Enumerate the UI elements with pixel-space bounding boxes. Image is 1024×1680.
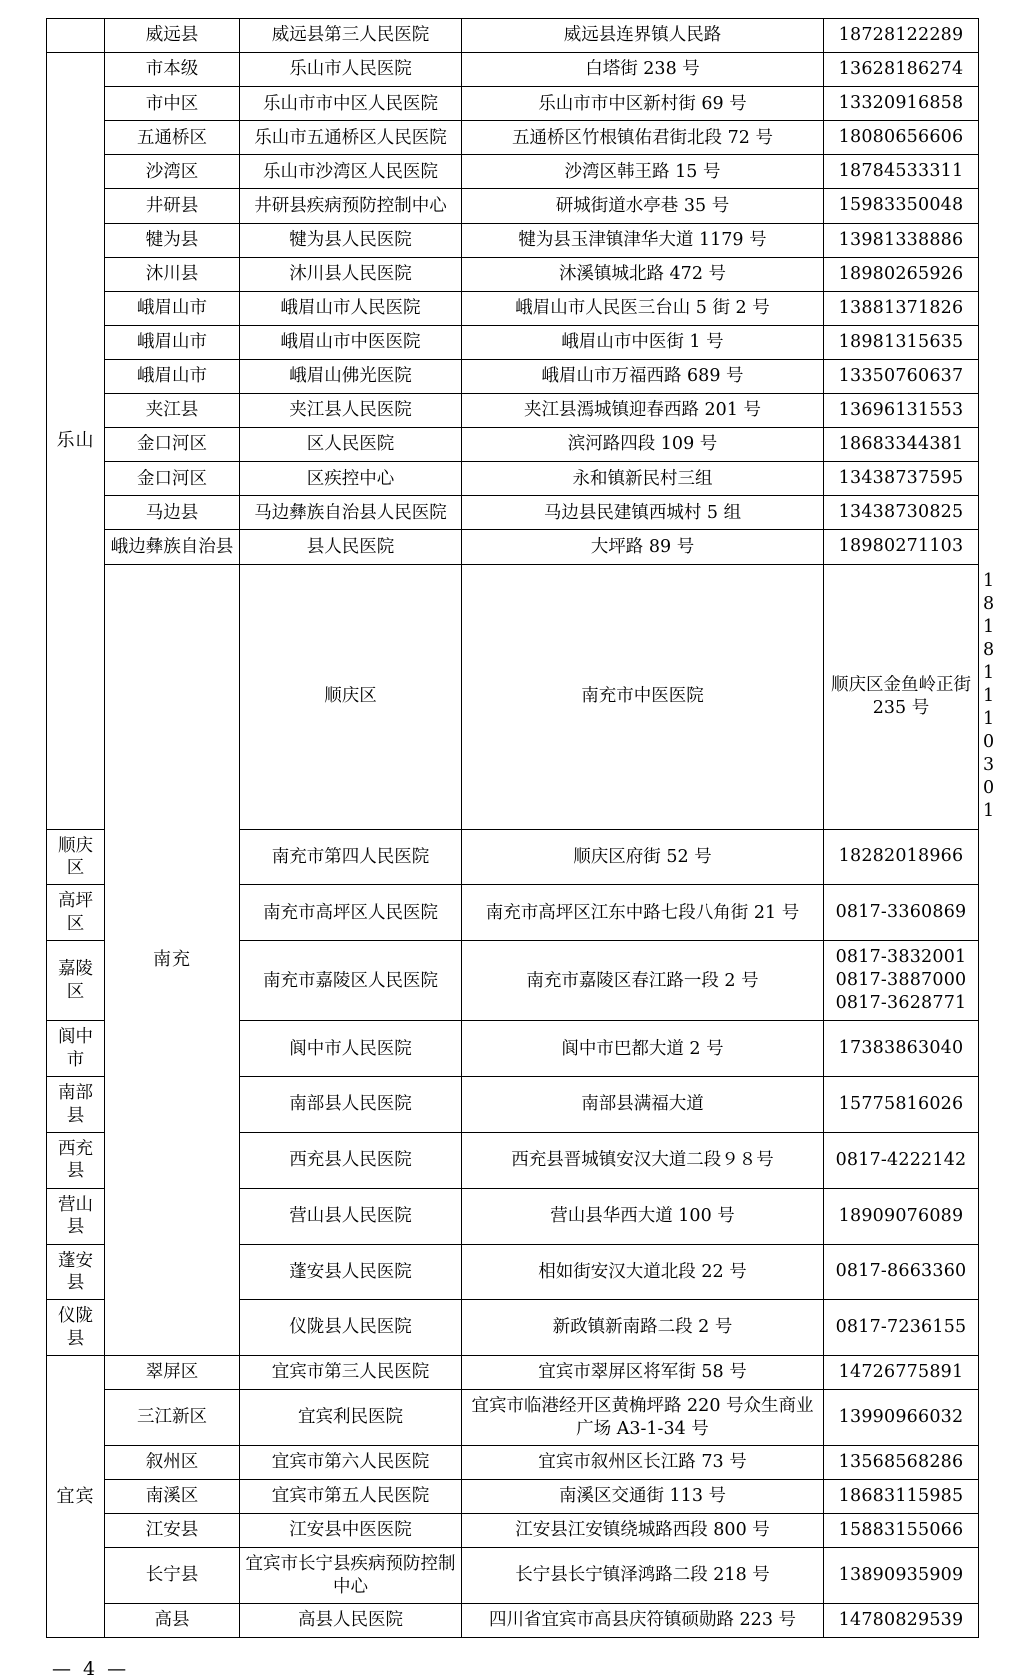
district-cell: 南部县 <box>47 1077 105 1133</box>
address-cell: 四川省宜宾市高县庆符镇硕勋路 223 号 <box>462 1604 824 1638</box>
district-cell: 高坪区 <box>47 885 105 941</box>
medical-institution-table <box>46 18 995 1638</box>
address-cell: 顺庆区金鱼岭正街 235 号 <box>824 564 979 829</box>
address-cell: 长宁县长宁镇泽鸿路二段 218 号 <box>462 1548 824 1604</box>
table-row <box>47 1548 979 1604</box>
phone-number: 18683344381 <box>838 434 964 455</box>
district-cell: 市本级 <box>105 53 240 87</box>
address-cell: 营山县华西大道 100 号 <box>462 1188 824 1244</box>
phone-cell <box>824 325 979 359</box>
institution-cell: 犍为县人民医院 <box>240 223 462 257</box>
district-cell: 三江新区 <box>105 1390 240 1446</box>
phone-cell <box>824 1132 979 1188</box>
phone-number: 13628186274 <box>838 59 964 80</box>
phone-cell <box>824 1390 979 1446</box>
table-row <box>47 1514 979 1548</box>
district-cell: 威远县 <box>105 19 240 53</box>
address-cell: 相如街安汉大道北段 22 号 <box>462 1244 824 1300</box>
institution-cell: 峨眉山市人民医院 <box>240 291 462 325</box>
district-cell: 顺庆区 <box>47 829 105 885</box>
table-row <box>47 462 979 496</box>
phone-cell <box>824 53 979 87</box>
institution-cell: 南充市第四人民医院 <box>240 829 462 885</box>
institution-cell: 营山县人民医院 <box>240 1188 462 1244</box>
institution-cell: 马边彝族自治县人民医院 <box>240 496 462 530</box>
phone-cell <box>824 530 979 564</box>
address-cell: 沙湾区韩王路 15 号 <box>462 155 824 189</box>
district-cell: 江安县 <box>105 1514 240 1548</box>
district-cell: 南溪区 <box>105 1480 240 1514</box>
address-cell: 江安县江安镇绕城路西段 800 号 <box>462 1514 824 1548</box>
institution-cell: 南充市高坪区人民医院 <box>240 885 462 941</box>
phone-number: 0817-8663360 <box>835 1261 967 1282</box>
institution-cell: 峨眉山佛光医院 <box>240 359 462 393</box>
table-row <box>47 189 979 223</box>
phone-cell <box>824 189 979 223</box>
district-cell: 马边县 <box>105 496 240 530</box>
address-cell: 五通桥区竹根镇佑君街北段 72 号 <box>462 121 824 155</box>
address-cell: 新政镇新南路二段 2 号 <box>462 1300 824 1356</box>
table-row <box>47 121 979 155</box>
phone-number: 13890935909 <box>838 1565 964 1586</box>
city-cell <box>47 19 105 53</box>
district-cell: 峨眉山市 <box>105 359 240 393</box>
district-cell: 金口河区 <box>105 428 240 462</box>
phone-number: 13568568286 <box>838 1451 964 1472</box>
phone-number: 18980265926 <box>838 263 964 284</box>
table-row <box>47 291 979 325</box>
address-cell: 沐溪镇城北路 472 号 <box>462 257 824 291</box>
address-cell: 研城街道水亭巷 35 号 <box>462 189 824 223</box>
phone-cell <box>824 941 979 1021</box>
phone-cell <box>824 121 979 155</box>
district-cell: 叙州区 <box>105 1445 240 1479</box>
phone-number: 14780829539 <box>838 1610 964 1630</box>
phone-number: 13981338886 <box>838 229 964 250</box>
institution-cell: 江安县中医医院 <box>240 1514 462 1548</box>
phone-number: 13696131553 <box>838 400 964 421</box>
address-cell: 南溪区交通街 113 号 <box>462 1480 824 1514</box>
table-row: 南充 顺庆区 南充市中医医院 顺庆区金鱼岭正街 235 号 18181110301 <box>47 564 979 829</box>
district-cell: 长宁县 <box>105 1548 240 1604</box>
institution-cell: 夹江县人民医院 <box>240 394 462 428</box>
district-cell: 顺庆区 <box>240 564 462 829</box>
district-cell: 仪陇县 <box>47 1300 105 1356</box>
city-cell: 南充 <box>105 564 240 1356</box>
phone-cell <box>824 1356 979 1390</box>
table-row <box>47 1390 979 1446</box>
table-row <box>47 87 979 121</box>
phone-cell <box>824 1514 979 1548</box>
table-row <box>47 394 979 428</box>
phone-number: 15983350048 <box>838 195 964 216</box>
district-cell: 犍为县 <box>105 223 240 257</box>
district-cell: 金口河区 <box>105 462 240 496</box>
table-row <box>47 1445 979 1479</box>
phone-number: 0817-3887000 <box>835 970 967 991</box>
phone-cell <box>824 359 979 393</box>
phone-cell <box>824 291 979 325</box>
address-cell: 滨河路四段 109 号 <box>462 428 824 462</box>
table-row <box>47 496 979 530</box>
institution-cell: 仪陇县人民医院 <box>240 1300 462 1356</box>
phone-number: 18981315635 <box>838 331 964 352</box>
institution-cell: 南部县人民医院 <box>240 1077 462 1133</box>
phone-cell <box>824 1548 979 1604</box>
district-cell: 峨边彝族自治县 <box>105 530 240 564</box>
phone-number: 0817-3628771 <box>835 993 967 1014</box>
table-row <box>47 19 979 53</box>
address-cell: 乐山市市中区新村街 69 号 <box>462 87 824 121</box>
address-cell: 大坪路 89 号 <box>462 530 824 564</box>
phone-number: 0817-3360869 <box>835 902 967 923</box>
institution-cell: 宜宾市第五人民医院 <box>240 1480 462 1514</box>
institution-cell: 宜宾市第六人民医院 <box>240 1445 462 1479</box>
institution-cell: 沐川县人民医院 <box>240 257 462 291</box>
table-row <box>47 155 979 189</box>
page-number: — 4 — <box>52 1658 130 1680</box>
district-cell: 峨眉山市 <box>105 291 240 325</box>
table-row <box>47 428 979 462</box>
table-row <box>47 1480 979 1514</box>
address-cell: 南充市高坪区江东中路七段八角街 21 号 <box>462 885 824 941</box>
institution-cell: 区人民医院 <box>240 428 462 462</box>
phone-cell <box>824 462 979 496</box>
address-cell: 宜宾市叙州区长江路 73 号 <box>462 1445 824 1479</box>
address-cell: 宜宾市临港经开区黄桷坪路 220 号众生商业广场 A3-1-34 号 <box>462 1390 824 1446</box>
institution-cell: 井研县疾病预防控制中心 <box>240 189 462 223</box>
institution-cell: 威远县第三人民医院 <box>240 19 462 53</box>
phone-cell <box>824 1604 979 1638</box>
phone-number: 18728122289 <box>838 25 964 45</box>
phone-cell <box>824 1300 979 1356</box>
address-cell: 白塔街 238 号 <box>462 53 824 87</box>
phone-number: 0817-3832001 <box>835 947 967 968</box>
institution-cell: 县人民医院 <box>240 530 462 564</box>
institution-cell: 阆中市人民医院 <box>240 1021 462 1077</box>
district-cell: 井研县 <box>105 189 240 223</box>
phone-cell <box>824 496 979 530</box>
institution-cell: 宜宾市长宁县疾病预防控制中心 <box>240 1548 462 1604</box>
institution-cell: 南充市中医医院 <box>462 564 824 829</box>
table-body <box>47 19 995 1638</box>
phone-number: 13350760637 <box>838 365 964 386</box>
phone-cell <box>824 87 979 121</box>
address-cell: 南部县满福大道 <box>462 1077 824 1133</box>
institution-cell: 南充市嘉陵区人民医院 <box>240 941 462 1021</box>
phone-number: 13320916858 <box>838 93 964 114</box>
phone-cell <box>824 1188 979 1244</box>
phone-cell <box>824 428 979 462</box>
address-cell: 西充县晋城镇安汉大道二段９８号 <box>462 1132 824 1188</box>
district-cell: 市中区 <box>105 87 240 121</box>
district-cell: 高县 <box>105 1604 240 1638</box>
table-row <box>47 325 979 359</box>
phone-cell <box>824 829 979 885</box>
district-cell: 营山县 <box>47 1188 105 1244</box>
phone-number: 13438730825 <box>838 502 964 523</box>
table-row <box>47 257 979 291</box>
address-cell: 夹江县漹城镇迎春西路 201 号 <box>462 394 824 428</box>
institution-cell: 乐山市沙湾区人民医院 <box>240 155 462 189</box>
phone-number: 15775816026 <box>838 1094 964 1114</box>
table-row <box>47 223 979 257</box>
phone-cell <box>824 394 979 428</box>
table-row <box>47 530 979 564</box>
district-cell: 沙湾区 <box>105 155 240 189</box>
phone-cell <box>824 1021 979 1077</box>
address-cell: 犍为县玉津镇津华大道 1179 号 <box>462 223 824 257</box>
institution-cell: 高县人民医院 <box>240 1604 462 1638</box>
address-cell: 永和镇新民村三组 <box>462 462 824 496</box>
phone-cell <box>824 1244 979 1300</box>
phone-number: 18080656606 <box>838 127 964 148</box>
city-cell: 乐山 <box>47 53 105 829</box>
table-row <box>47 359 979 393</box>
district-cell: 沐川县 <box>105 257 240 291</box>
phone-number: 13438737595 <box>838 468 964 489</box>
table-row <box>47 1356 979 1390</box>
address-cell: 峨眉山市中医街 1 号 <box>462 325 824 359</box>
district-cell: 蓬安县 <box>47 1244 105 1300</box>
institution-cell: 西充县人民医院 <box>240 1132 462 1188</box>
address-cell: 峨眉山市人民医三台山 5 街 2 号 <box>462 291 824 325</box>
phone-number: 13881371826 <box>838 297 964 318</box>
address-cell: 威远县连界镇人民路 <box>462 19 824 53</box>
phone-cell <box>824 1445 979 1479</box>
district-cell: 峨眉山市 <box>105 325 240 359</box>
institution-cell: 区疾控中心 <box>240 462 462 496</box>
district-cell: 翠屏区 <box>105 1356 240 1390</box>
phone-number: 18282018966 <box>838 846 964 867</box>
city-cell: 宜宾 <box>47 1356 105 1638</box>
institution-cell: 乐山市五通桥区人民医院 <box>240 121 462 155</box>
phone-cell <box>824 1480 979 1514</box>
institution-cell: 乐山市人民医院 <box>240 53 462 87</box>
phone-number: 14726775891 <box>838 1362 964 1383</box>
phone-cell <box>824 19 979 53</box>
address-cell: 阆中市巴都大道 2 号 <box>462 1021 824 1077</box>
address-cell: 马边县民建镇西城村 5 组 <box>462 496 824 530</box>
phone-number: 17383863040 <box>838 1038 964 1059</box>
district-cell: 西充县 <box>47 1132 105 1188</box>
phone-cell <box>824 885 979 941</box>
institution-cell: 宜宾利民医院 <box>240 1390 462 1446</box>
phone-number: 18784533311 <box>838 161 964 182</box>
address-cell: 峨眉山市万福西路 689 号 <box>462 359 824 393</box>
address-cell: 宜宾市翠屏区将军街 58 号 <box>462 1356 824 1390</box>
phone-number: 15883155066 <box>838 1520 964 1541</box>
phone-number: 18980271103 <box>838 536 964 557</box>
address-cell: 南充市嘉陵区春江路一段 2 号 <box>462 941 824 1021</box>
phone-cell <box>824 223 979 257</box>
phone-number: 18683115985 <box>838 1486 964 1507</box>
institution-cell: 蓬安县人民医院 <box>240 1244 462 1300</box>
phone-number: 13990966032 <box>838 1407 964 1427</box>
phone-cell <box>824 155 979 189</box>
phone-number: 0817-4222142 <box>835 1149 967 1170</box>
institution-cell: 宜宾市第三人民医院 <box>240 1356 462 1390</box>
district-cell: 阆中市 <box>47 1021 105 1077</box>
institution-cell: 峨眉山市中医医院 <box>240 325 462 359</box>
institution-cell: 乐山市市中区人民医院 <box>240 87 462 121</box>
district-cell: 五通桥区 <box>105 121 240 155</box>
phone-cell <box>824 257 979 291</box>
phone-number: 18909076089 <box>838 1205 964 1226</box>
table-row <box>47 53 979 87</box>
address-cell: 顺庆区府街 52 号 <box>462 829 824 885</box>
table-row <box>47 1604 979 1638</box>
district-cell: 夹江县 <box>105 394 240 428</box>
district-cell: 嘉陵区 <box>47 941 105 1021</box>
phone-number: 0817-7236155 <box>835 1317 967 1338</box>
phone-cell <box>824 1077 979 1133</box>
